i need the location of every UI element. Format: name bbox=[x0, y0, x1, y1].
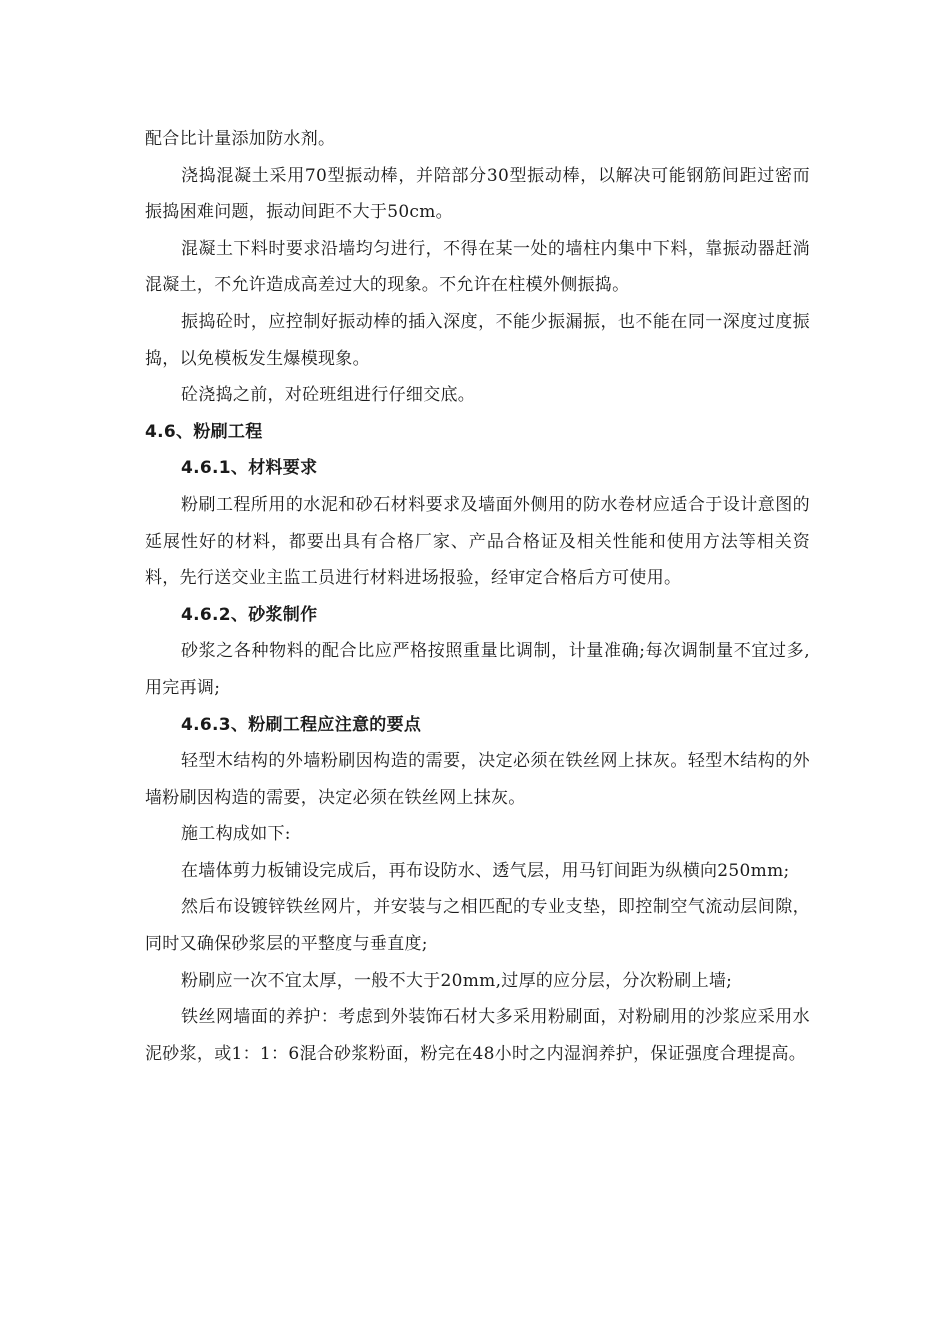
section-heading-plastering: 4.6、粉刷工程 bbox=[145, 421, 263, 442]
paragraph-briefing: 砼浇捣之前，对砼班组进行仔细交底。 bbox=[181, 385, 476, 406]
paragraph-waterproof-layer: 在墙体剪力板铺设完成后，再布设防水、透气层，用马钉间距为纵横向250mm; bbox=[181, 860, 790, 881]
paragraph-vibrator: 浇捣混凝土采用70型振动棒，并陪部分30型振动棒，以解决可能钢筋间距过密而振捣困难问题，振动间距不大于50cm。 bbox=[145, 165, 810, 223]
subsection-heading-mortar: 4.6.2、砂浆制作 bbox=[181, 604, 318, 625]
paragraph-pouring: 混凝土下料时要求沿墙均匀进行，不得在某一处的墙柱内集中下料，靠振动器赶淌混凝土，不允许造成高差过大的现象。不允许在柱模外侧振捣。 bbox=[145, 238, 810, 296]
paragraph-galvanized-mesh: 然后布设镀锌铁丝网片，并安装与之相匹配的专业支垫，即控制空气流动层间隙，同时又确保砂浆层的平整度与垂直度; bbox=[145, 897, 810, 955]
paragraph-curing: 铁丝网墙面的养护：考虑到外装饰石材大多采用粉刷面，对粉刷用的沙浆应采用水泥砂浆，或1：1：6混合砂浆粉面，粉完在48小时之内湿润养护，保证强度合理提高。 bbox=[145, 1007, 810, 1064]
paragraph-mix-ratio: 配合比计量添加防水剂。 bbox=[145, 129, 336, 149]
subsection-heading-key-points: 4.6.3、粉刷工程应注意的要点 bbox=[181, 714, 422, 735]
paragraph-construction-steps: 施工构成如下: bbox=[181, 824, 291, 845]
document-page bbox=[145, 121, 810, 1072]
paragraph-wire-mesh: 轻型木结构的外墙粉刷因构造的需要，决定必须在铁丝网上抹灰。轻型木结构的外墙粉刷因构造的需要，决定必须在铁丝网上抹灰。 bbox=[145, 751, 810, 808]
paragraph-thickness: 粉刷应一次不宜太厚，一般不大于20mm,过厚的应分层，分次粉刷上墙; bbox=[181, 970, 733, 991]
paragraph-vibration-depth: 振捣砼时，应控制好振动棒的插入深度，不能少振漏振，也不能在同一深度过度振捣，以免模板发生爆模现象。 bbox=[145, 311, 810, 369]
paragraph-materials: 粉刷工程所用的水泥和砂石材料要求及墙面外侧用的防水卷材应适合于设计意图的延展性好的材料，都要出具有合格厂家、产品合格证及相关性能和使用方法等相关资料，先行送交业主监工员进行材料进场报验，经审定合格后方可使用。 bbox=[145, 494, 810, 589]
subsection-heading-materials: 4.6.1、材料要求 bbox=[181, 458, 318, 479]
paragraph-mortar: 砂浆之各种物料的配合比应严格按照重量比调制，计量准确;每次调制量不宜过多,用完再调; bbox=[145, 641, 810, 698]
